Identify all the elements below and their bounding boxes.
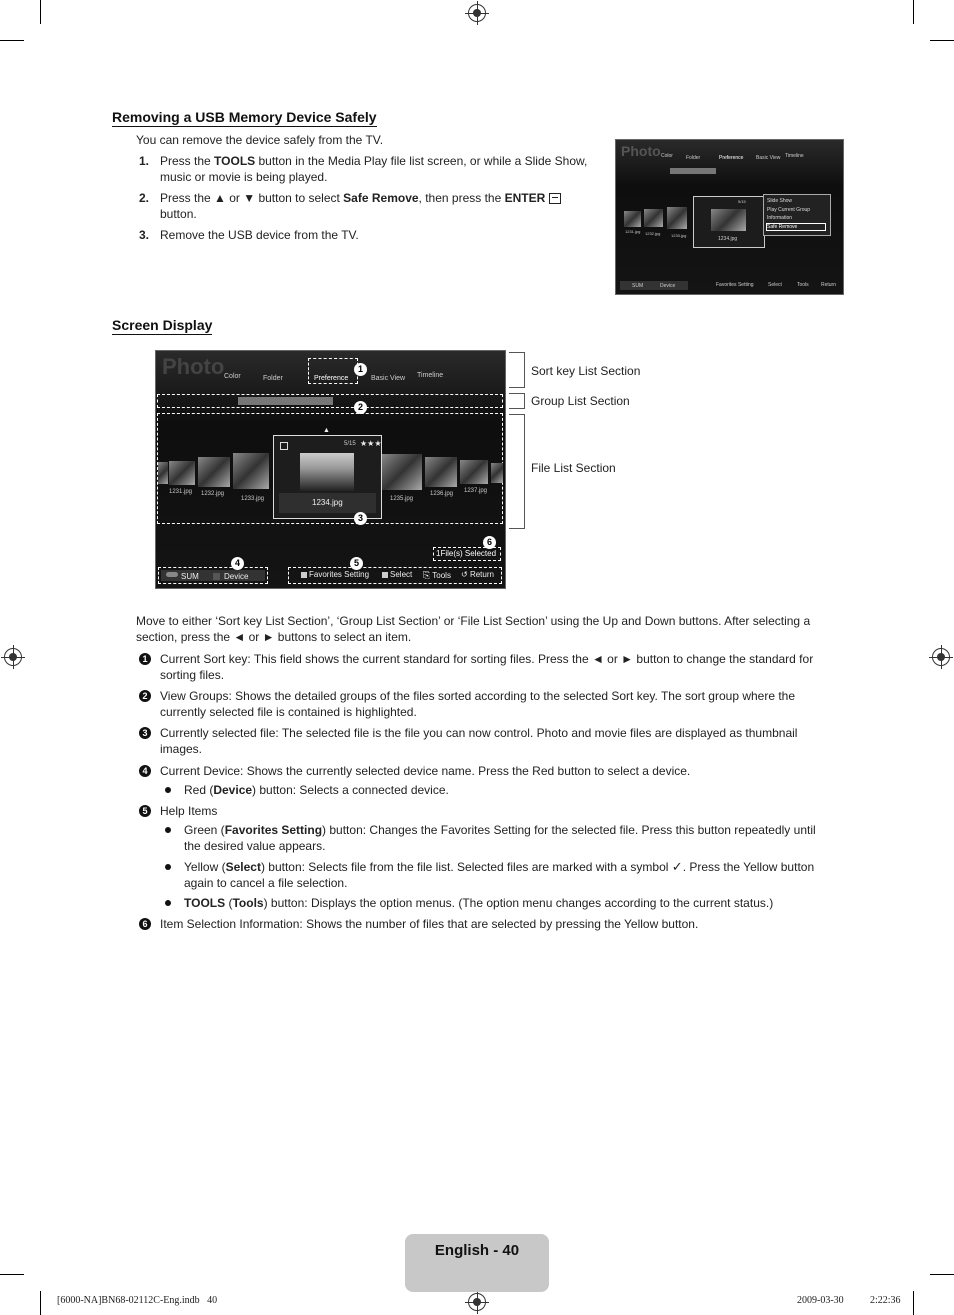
tools-icon: ⎘: [423, 570, 431, 580]
file-thumbnail: [667, 207, 687, 229]
enter-icon: [549, 193, 561, 204]
sort-key: Folder: [263, 375, 283, 382]
sort-key: Preference: [719, 155, 744, 161]
file-thumbnail: [158, 462, 168, 484]
intro-line: Move to either ‘Sort key List Section’, ‘Group List Section’ or ‘File List Section’ using the Up and Down buttons. After selecting a: [136, 614, 811, 628]
file-thumbnail: [198, 457, 230, 487]
file-name: 1233.jpg: [671, 233, 687, 238]
step-bold: TOOLS: [214, 154, 256, 168]
page-number: English - 40: [434, 1242, 520, 1259]
return-icon: ↺: [461, 570, 468, 579]
callout-file: File List Section: [531, 461, 616, 475]
desc-item-3: [139, 725, 839, 757]
menu-item-play-group[interactable]: Play Current Group: [767, 207, 811, 213]
file-thumbnail: [382, 454, 422, 490]
file-thumbnail: [491, 463, 503, 483]
file-thumbnail: [460, 460, 488, 484]
callout-sort: Sort key List Section: [531, 364, 641, 378]
counter: 5/15: [344, 441, 356, 447]
marker-5: 5: [350, 557, 363, 570]
help-select: Select: [382, 570, 412, 579]
sort-key: Preference: [314, 375, 349, 382]
selected-file: [273, 435, 382, 519]
sort-key: Basic View: [756, 155, 781, 161]
sort-key-highlight: [308, 358, 358, 384]
menu-item-information[interactable]: Information: [767, 215, 793, 221]
crop-mark: [0, 1274, 24, 1275]
file-name: 1233.jpg: [241, 496, 265, 502]
registration-mark-icon: [468, 4, 486, 22]
usb-icon: [166, 572, 178, 577]
desc-item-4: [139, 763, 839, 779]
step-text: button.: [160, 207, 197, 221]
counter: 5/15: [738, 199, 746, 204]
desc-text: Current Device: Shows the currently selected device name. Press the Red button to select a device.: [160, 764, 691, 778]
footer-time: 2:22:36: [870, 1295, 901, 1306]
sum-label: SUM: [181, 572, 199, 581]
sort-key: Folder: [686, 155, 701, 161]
selected-thumbnail: [300, 453, 354, 491]
file-thumbnail: [233, 453, 269, 489]
device-label: Device: [224, 572, 249, 581]
desc-text: currently selected file is contained is highlighted.: [160, 705, 417, 719]
desc-text: Help Items: [160, 804, 218, 818]
number-circle-icon: 1: [139, 653, 151, 665]
crop-mark: [0, 40, 24, 41]
file-name: 1237.jpg: [464, 488, 488, 494]
selected-file: [693, 196, 765, 248]
crop-mark: [40, 0, 41, 24]
desc-text: images.: [160, 742, 203, 756]
crop-mark: [40, 1291, 41, 1315]
marker-3: 3: [354, 512, 367, 525]
step-2: [136, 190, 606, 222]
help-return: ↺ Return: [461, 570, 494, 579]
footer-file: [6000-NA]BN68-02112C-Eng.indb 40: [57, 1295, 218, 1306]
group-bar: [670, 168, 716, 174]
remove-intro: You can remove the device safely from the TV.: [136, 133, 384, 147]
marker-6: 6: [483, 536, 496, 549]
star-rating-icon: ★★★: [360, 439, 382, 448]
help-select: Select: [768, 282, 782, 288]
step-text: music or movie is being played.: [160, 170, 328, 184]
sort-key: Color: [661, 153, 673, 159]
sum-label: SUM: [632, 283, 644, 289]
bottom-device-bar: [620, 281, 688, 290]
step-text: button in the Media Play file list screen, or while a Slide Show,: [255, 154, 588, 168]
bracket-file: [509, 414, 525, 529]
checkbox-icon: [280, 442, 288, 450]
help-tools: Tools: [797, 282, 809, 288]
bullet-green: Green (Favorites Setting) button: Changes the Favorites Setting for the selected file. Press this button repeatedly until the desired value appears.: [184, 823, 816, 853]
file-thumbnail: [644, 209, 663, 227]
crop-mark: [913, 0, 914, 24]
step-number: 1.: [139, 154, 150, 168]
number-circle-icon: 5: [139, 805, 151, 817]
help-tools: ⎘ Tools: [423, 570, 451, 580]
bracket-sort: [509, 352, 525, 388]
menu-item-safe-remove[interactable]: Safe Remove: [766, 223, 826, 231]
selected-thumbnail: [711, 209, 746, 231]
step-3: [136, 227, 606, 243]
option-menu: [763, 194, 831, 236]
step-number: 2.: [139, 191, 150, 205]
desc-item-6: [139, 916, 839, 932]
marker-2: 2: [354, 401, 367, 414]
number-circle-icon: 4: [139, 765, 151, 777]
file-name: 1236.jpg: [430, 491, 454, 497]
intro-line: section, press the ◄ or ► buttons to select an item.: [136, 630, 412, 644]
registration-mark-icon: [468, 1293, 486, 1311]
desc-text: Currently selected file: The selected file is the file you can now control. Photo and movie files are displayed as thumbnail: [160, 726, 798, 740]
desc-item-2: [139, 688, 839, 720]
help-favorites: Favorites Setting: [301, 570, 369, 579]
desc-text: View Groups: Shows the detailed groups of the files sorted according to the selected Sort key. The sort group where the: [160, 689, 796, 703]
step-1: [136, 153, 606, 185]
bullet-tools: TOOLS (Tools) button: Displays the option menus. (The option menu changes according to the current status.): [184, 896, 774, 910]
desc-text: sorting files.: [160, 668, 225, 682]
checkmark-icon: ✓: [671, 859, 683, 874]
desc-item-5: [139, 803, 839, 819]
crop-mark: [913, 1291, 914, 1315]
red-button-icon: [213, 573, 220, 580]
desc-text: Item Selection Information: Shows the number of files that are selected by pressing the Yellow button.: [160, 917, 699, 931]
selected-info: 1File(s) Selected: [436, 549, 497, 558]
bracket-group: [509, 393, 525, 409]
footer-date: 2009-03-30: [797, 1295, 844, 1306]
crop-mark: [930, 1274, 954, 1275]
step-bold: ENTER: [504, 191, 546, 205]
file-thumbnail: [169, 461, 195, 485]
small-screen-screenshot: [615, 139, 844, 295]
crop-mark: [930, 40, 954, 41]
up-arrow-icon: ▲: [323, 427, 330, 434]
file-name: 1234.jpg: [718, 236, 738, 242]
sort-key: Color: [224, 373, 241, 380]
file-thumbnail: [624, 211, 641, 227]
number-circle-icon: 3: [139, 727, 151, 739]
bullet-icon: [165, 787, 171, 793]
file-name: 1235.jpg: [390, 496, 414, 502]
desc-text: Current Sort key: This field shows the current standard for sorting files. Press the ◄ or ► button to change the standard for: [160, 652, 814, 666]
sort-key: Basic View: [371, 375, 406, 382]
file-name: 1232.jpg: [201, 491, 225, 497]
menu-item-slide-show[interactable]: Slide Show: [767, 198, 793, 204]
callout-group: Group List Section: [531, 394, 630, 408]
section-title-screen-display: Screen Display: [112, 317, 213, 333]
file-name: 1232.jpg: [645, 231, 661, 236]
step-text: Press the: [160, 154, 215, 168]
step-text: Remove the USB device from the TV.: [160, 228, 359, 242]
file-name: 1234.jpg: [312, 498, 343, 507]
desc-item-1: [139, 651, 839, 683]
bullet-icon: [165, 900, 171, 906]
bullet-icon: [165, 864, 171, 870]
file-name: 1231.jpg: [169, 489, 193, 495]
sort-key: Timeline: [785, 153, 804, 159]
screen-title: Photo: [621, 143, 661, 159]
registration-mark-icon: [932, 648, 950, 666]
file-thumbnail: [425, 457, 457, 487]
registration-mark-icon: [4, 648, 22, 666]
file-name: 1231.jpg: [625, 229, 641, 234]
bullet-icon: [165, 827, 171, 833]
step-text: , then press the: [418, 191, 505, 205]
step-text: Press the ▲ or ▼ button to select: [160, 191, 344, 205]
group-bar: [238, 397, 333, 405]
help-favorites: Favorites Setting: [716, 282, 754, 288]
help-return: Return: [821, 282, 837, 288]
bullet-red: Red (Device) button: Selects a connected device.: [184, 783, 449, 797]
step-number: 3.: [139, 228, 150, 242]
description-intro: [136, 613, 836, 645]
number-circle-icon: 6: [139, 918, 151, 930]
marker-1: 1: [354, 363, 367, 376]
number-circle-icon: 2: [139, 690, 151, 702]
section-title-remove-usb: Removing a USB Memory Device Safely: [112, 109, 377, 125]
marker-4: 4: [231, 557, 244, 570]
device-label: Device: [660, 283, 676, 289]
step-bold: Safe Remove: [343, 191, 419, 205]
screen-title: Photo: [162, 354, 225, 379]
bullet-yellow: Yellow (Select) button: Selects file from the file list. Selected files are marked with a symbol ✓. Press the Yellow button again to cancel a file selection.: [184, 859, 815, 890]
sort-key: Timeline: [417, 372, 444, 379]
big-screen-screenshot: [155, 350, 506, 589]
